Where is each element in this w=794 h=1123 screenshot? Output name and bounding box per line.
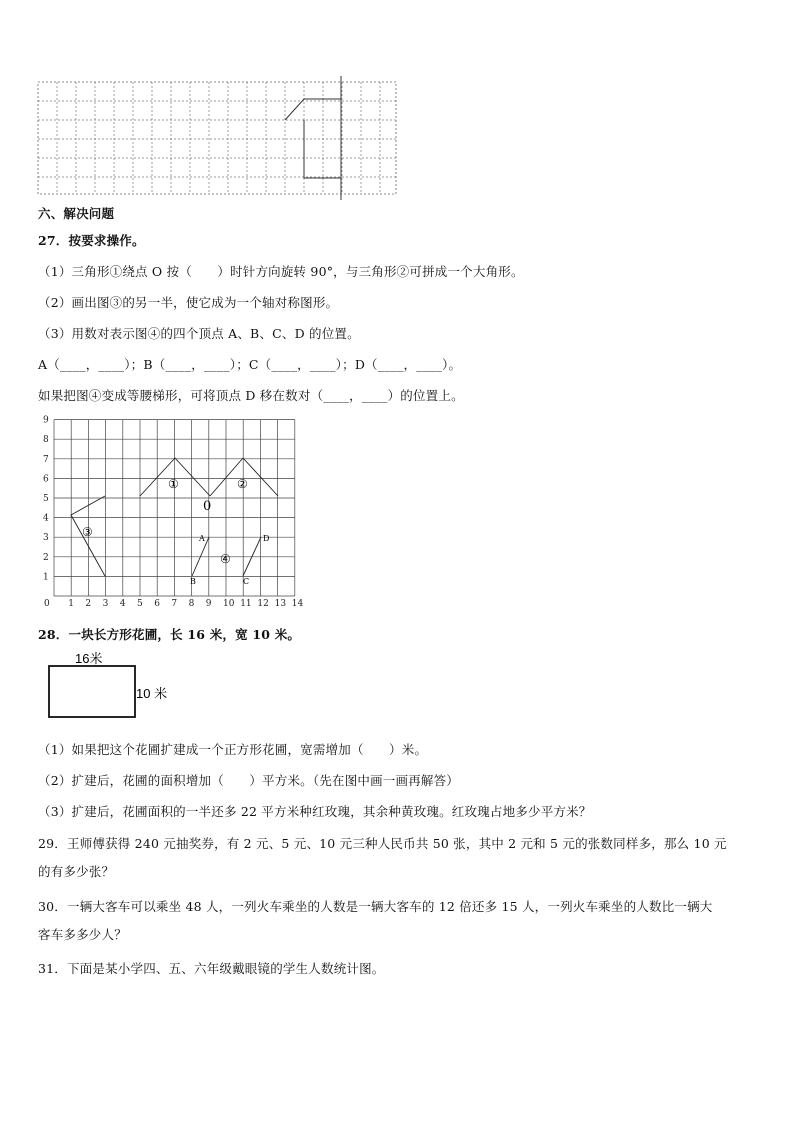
vertex-d-label: D [263,534,270,543]
x-tick-label: 12 [257,599,269,609]
x-tick-label: 13 [274,599,287,609]
x-tick-label: 9 [205,599,212,609]
x-tick-label: 5 [137,599,143,609]
y-tick-label: 7 [43,454,49,465]
q27-part1: （1）三角形①绕点 O 按（ ）时针方向旋转 90°，与三角形②可拼成一个大角形。 [38,264,524,279]
shape-2-label: ② [237,477,248,491]
x-tick-label: 2 [85,599,92,609]
y-tick-label: 4 [43,513,49,524]
x-tick-label: 8 [188,599,195,609]
q30-line1: 30．一辆大客车可以乘坐 48 人，一列火车乘坐的人数是一辆大客车的 12 倍还多 15 人，一列火车乘坐的人数比一辆大 [38,899,713,914]
x-tick-label: 7 [171,599,178,609]
q29-line2: 的有多少张？ [38,864,115,879]
vertex-a-label: A [199,534,205,543]
point-o-label: 0 [203,499,212,514]
q27-coord-blanks: A（____，____）；B（____，____）；C（____，____）；D（____，____）。 [38,357,462,372]
shape-1-label: ① [168,477,179,491]
y-tick-label: 2 [43,552,49,563]
q27-part2: （2）画出图③的另一半，使它成为一个轴对称图形。 [38,295,339,310]
vertex-b-label: B [190,577,196,586]
x-tick-label: 10 [223,599,235,609]
x-tick-label: 14 [291,599,304,609]
x-tick-label: 11 [240,599,252,609]
top-dotted-grid [0,0,794,210]
section-title: 六、解决问题 [38,206,115,221]
q31-title: 31．下面是某小学四、五、六年级戴眼镜的学生人数统计图。 [38,961,385,976]
x-tick-label: 0 [44,599,50,609]
x-tick-label: 1 [68,599,74,609]
garden-rectangle [40,648,200,728]
x-tick-label: 4 [119,599,126,609]
garden-width-label: 10 米 [136,686,168,701]
coordinate-grid [40,412,340,612]
q28-part3: （3）扩建后，花圃面积的一半还多 22 平方米种红玫瑰，其余种黄玫瑰。红玫瑰占地多少平方米？ [38,804,592,819]
q27-title: 27．按要求操作。 [38,233,145,248]
q28-title: 28．一块长方形花圃，长 16 米，宽 10 米。 [38,627,301,642]
y-tick-label: 5 [43,494,49,504]
x-tick-label: 3 [102,599,109,609]
y-tick-label: 8 [43,435,49,446]
y-tick-label: 6 [43,474,49,485]
x-tick-label: 6 [154,599,160,609]
garden-length-label: 16米 [75,651,103,666]
y-tick-label: 1 [43,572,49,583]
vertex-c-label: C [243,577,250,586]
q28-part2: （2）扩建后，花圃的面积增加（ ）平方米。（先在图中画一画再解答） [38,773,460,788]
q30-line2: 客车多多少人？ [38,927,127,942]
q27-part3: （3）用数对表示图④的四个顶点 A、B、C、D 的位置。 [38,326,360,341]
q27-trapezoid-question: 如果把图④变成等腰梯形，可将顶点 D 移在数对（____，____）的位置上。 [38,388,464,403]
q29-line1: 29．王师傅获得 240 元抽奖券，有 2 元、5 元、10 元三种人民币共 50 张，其中 2 元和 5 元的张数同样多，那么 10 元 [38,836,727,851]
q28-part1: （1）如果把这个花圃扩建成一个正方形花圃，宽需增加（ ）米。 [38,742,428,757]
shape-4-label: ④ [220,552,231,566]
y-tick-label: 3 [43,533,49,544]
y-tick-label: 9 [43,415,49,426]
shape-3-label: ③ [82,525,93,539]
